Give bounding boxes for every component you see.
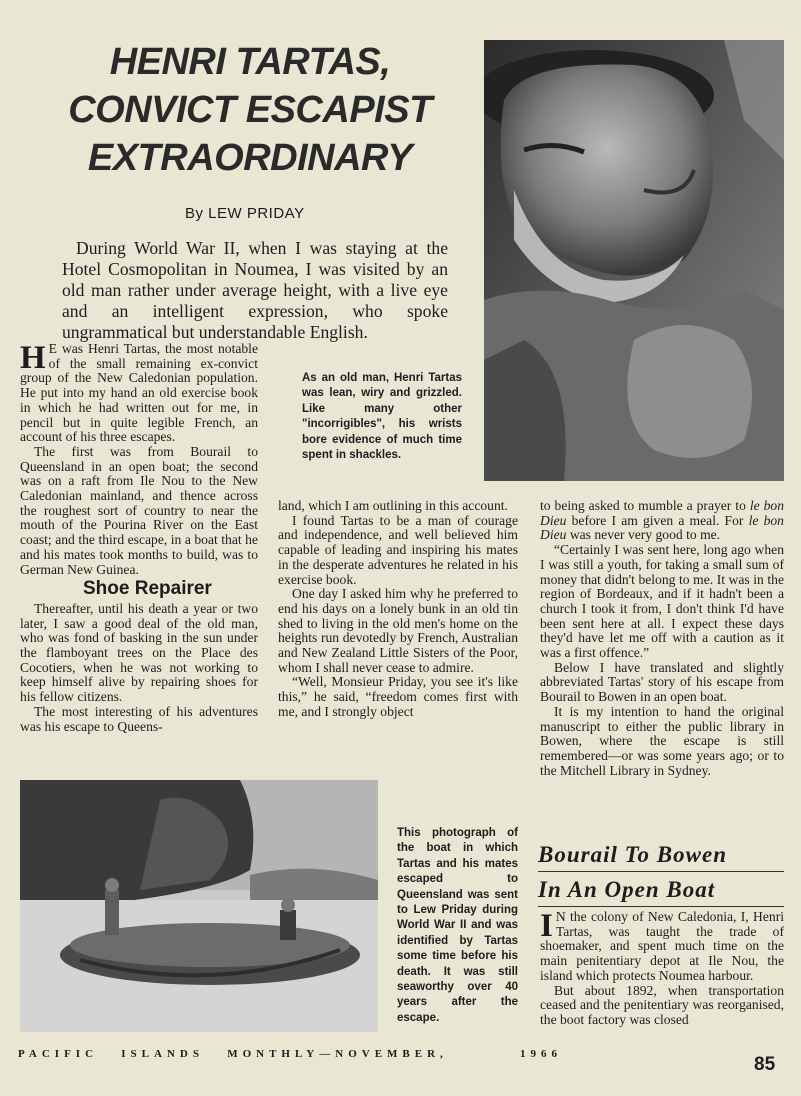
col3-p1-b: before I am given a meal. For: [566, 512, 749, 528]
column-3: [540, 499, 784, 778]
col3-paragraph-2: “Certainly I was sent here, long ago when I was still a youth, for taking a small sum of money that didn't belong to me. It was in the region of Bordeaux, and if it hadn't been a church I took it from, I don't think I'd have been sent here at all. I expect these days they'd have let me off with a caution as it was a first offence.”: [540, 542, 784, 661]
dropcap-h: H: [20, 340, 46, 376]
col3-p5-text: N the colony of New Caledonia, I, Henri Tartas, was taught the trade of shoemaker, and spent much time on the main penitentiary depot at Ile Nou, the island which protects Noumea harbour.: [540, 909, 784, 983]
col1-p1-text: E was Henri Tartas, the most notable of the small remaining ex-convict group of the New Caledonian population. He put into my hand an old exercise book in which he had written out for me, in pencil but in quite legible French, an account of his three escapes.: [20, 341, 258, 445]
boat-photo: [20, 780, 378, 1032]
footer-year: 1966: [520, 1048, 562, 1060]
column-2: [278, 499, 518, 720]
title-line-3: EXTRAORDINARY: [87, 137, 413, 179]
col3-paragraph-3: Below I have translated and slightly abbreviated Tartas' story of his escape from Bourail to Bowen in an open boat.: [540, 659, 784, 705]
intro-paragraph: During World War II, when I was staying at the Hotel Cosmopolitan in Noumea, I was visited by an old man rather under average height, with a live eye and an intelligent expression, who spoke ungrammatical but understandable English.: [62, 238, 448, 342]
portrait-caption: As an old man, Henri Tartas was lean, wiry and grizzled. Like many other "incorrigibles", his wrists bore evidence of much time spent in shackles.: [302, 372, 462, 462]
title-line-1: HENRI TARTAS,: [109, 41, 391, 83]
col2-paragraph-2: I found Tartas to be a man of courage and independence, and well believed him capable of leading and inspiring his mates in the desperate adventures he related in his exercise book.: [278, 512, 518, 587]
col1-paragraph-3: Thereafter, until his death a year or two later, I saw a good deal of the old man, who was fond of basking in the sun under the flamboyant trees on the Place des Cocotiers, when he was not working to keep himself alive by repairing shoes for his fellow citizens.: [20, 600, 258, 705]
col2-paragraph-4: “Well, Monsieur Priday, you see it's like this,” he said, “freedom comes first with me, and I strongly object: [278, 674, 518, 719]
col3-p1-italic-1: le bon Dieu: [540, 498, 784, 528]
col3-paragraph-5: [540, 910, 784, 984]
col3-paragraph-4: It is my intention to hand the original manuscript to either the public library in Bowen, where the escape is still remembered—or was some years ago; or to the Mitchell Library in Sydney.: [540, 703, 784, 778]
col1-paragraph-2: The first was from Bourail to Queensland in an open boat; the second was on a raft from Ile Nou to the New Caledonian mainland, and thence across the roughest sort of country to near the mouth of the Pourina River on the East coast; and the third escape, in a boat that he and his mates took months to build, was to German New Guinea.: [20, 443, 258, 577]
page-number: 85: [754, 1054, 776, 1075]
section-heading-box: [538, 840, 784, 910]
col3-p1-italic-2: le bon Dieu: [540, 512, 784, 543]
byline: By LEW PRIDAY: [185, 205, 305, 222]
section-heading-line-1: Bourail To Bowen: [538, 840, 784, 872]
subhead-shoe-repairer: Shoe Repairer: [83, 578, 212, 600]
column-3-lower: [540, 910, 784, 1028]
boat-caption: This photograph of the boat in which Tartas and his mates escaped to Queensland was sent to Lew Priday during World War II and was identified by Tartas some time before his death. It was still seaworthy over 40 years after the escape.: [397, 827, 518, 1024]
col3-paragraph-1: [540, 499, 784, 543]
col3-p1-a: to being asked to mumble a prayer to: [540, 498, 750, 513]
dropcap-i: I: [540, 908, 553, 944]
portrait-image: [484, 40, 784, 481]
column-1: [20, 342, 258, 734]
col2-paragraph-1: land, which I am outlining in this account.: [278, 498, 508, 513]
title-line-2: CONVICT ESCAPIST: [68, 89, 432, 131]
section-heading-line-2: In An Open Boat: [538, 875, 784, 907]
col1-paragraph-4: The most interesting of his adventures was his escape to Queens-: [20, 703, 258, 734]
footer-publication: PACIFIC ISLANDS MONTHLY—NOVEMBER,: [18, 1048, 448, 1060]
col1-paragraph-1: [20, 342, 258, 445]
col3-p1-c: was never very good to me.: [566, 527, 721, 543]
col3-paragraph-6: But about 1892, when transportation ceased and the penitentiary was reorganised, the boot factory was closed: [540, 982, 784, 1027]
boat-image: [20, 780, 378, 1032]
col2-paragraph-3: One day I asked him why he preferred to end his days on a lonely bunk in an old tin shed to living in the old men's home on the heights run devotedly by French, Australian and New Zealand Little Sisters of the Poor, whom I shall never cease to admire.: [278, 586, 518, 675]
article-title: [40, 38, 460, 182]
portrait-photo: [484, 40, 784, 481]
